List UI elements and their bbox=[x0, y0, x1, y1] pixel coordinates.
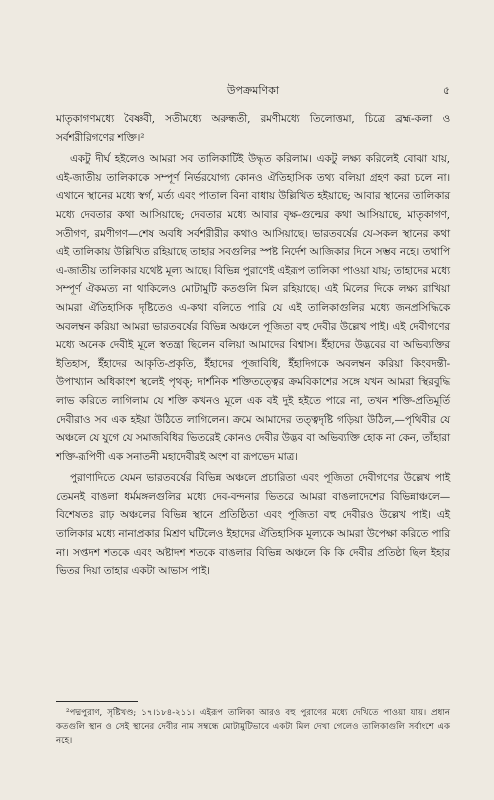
paragraph: একটু দীর্ঘ হইলেও আমরা সব তালিকাটিই উদ্ধৃত করিলাম। একটু লক্ষ্য করিলেই বোঝা যায়, এই-জাতীয় তালিকাকে সম্পূর্ণ নির্ভরযোগ্য কোনও ঐতিহাসিক তথ্য বলিয়া গ্রহণ করা চলে না। এখানে স্থানের মধ্যে স্বর্গ, মর্ত্য এবং পাতাল বিনা বাধায় উল্লিখিত হইয়াছে; আবার স্থানের তালিকার মধ্যে দেবতার কথা আসিয়াছে; দেবতার মধ্যে আবার বৃক্ষ-গুল্মের কথা আসিয়াছে, মাতৃকাগণ, সতীগণ, রমণীগণ—শেষ অবধি সর্বশরীরীর কথাও আসিয়াছে। ভারতবর্ষের যে-সকল স্থানের কথা এই তালিকায় উল্লিখিত রহিয়াছে তাহার সবগুলির স্পষ্ট নির্দেশ আজিকার দিনে সম্ভব নহে। তথাপি এ-জাতীয় তালিকার যথেষ্ট মূল্য আছে। বিভিন্ন পুরাণেই এইরূপ তালিকা পাওয়া যায়; তাহাদের মধ্যে সম্পূর্ণ ঐকমত্য না থাকিলেও মোটামুটি কতগুলি মিল রহিয়াছে। এই মিলের দিকে লক্ষ্য রাখিয়া আমরা ঐতিহাসিক দৃষ্টিতেও এ-কথা বলিতে পারি যে এই তালিকাগুলির মধ্যে জনপ্রসিদ্ধিকে অবলম্বন করিয়া আমরা ভারতবর্ষের বিভিন্ন অঞ্চলে পূজিতা বহু দেবীর উল্লেখ পাই। এই দেবীগণের মধ্যে অনেক দেবীই মূলে স্বতন্ত্রা ছিলেন বলিয়া আমাদের বিশ্বাস। ইঁহাদের উদ্ভবের বা অভিব্যক্তির ইতিহাস, ইঁহাদের আকৃতি-প্রকৃতি, ইঁহাদের পূজাবিধি, ইঁহাদিগকে অবলম্বন করিয়া কিংবদন্তী-উপাখ্যান অধিকাংশ স্থলেই পৃথক্; দার্শনিক শক্তিতত্ত্বের ক্রমবিকাশের সঙ্গে যখন আমরা স্থিরবুদ্ধি লাভ করিতে লাগিলাম যে শক্তি কখনও মূলে এক বই দুই হইতে পারে না, তখন শক্তি-প্রতিমূর্তি দেবীরাও সব এক হইয়া উঠিতে লাগিলেন। ক্রমে আমাদের তত্ত্বদৃষ্টি গড়িয়া উঠিল,—পৃথিবীর যে অঞ্চলে যে যুগে যে সমাজবিধির ভিতরেই কোনও দেবীর উদ্ভব বা অভিব্যক্তি হোক না কেন, তাঁহারা শক্তি-রূপিণী এক সনাতনী মহাদেবীরই অংশ বা রূপভেদ মাত্র। bbox=[56, 153, 450, 463]
page-header bbox=[56, 84, 450, 98]
paragraph: পুরাণাদিতে যেমন ভারতবর্ষের বিভিন্ন অঞ্চলে প্রচারিতা এবং পূজিতা দেবীগণের উল্লেখ পাই তেমনই বাঙলা ধর্মমঙ্গলগুলির মধ্যে দেব-বন্দনার ভিতরে আমরা বাঙলাদেশের বিভিন্নাঞ্চলে—বিশেষতঃ রাঢ় অঞ্চলের বিভিন্ন স্থানে প্রতিষ্ঠিতা এবং পূজিতা বহু দেবীরও উল্লেখ পাই। এই তালিকার মধ্যে নানাপ্রকার মিশ্রণ ঘটিলেও ইহাদের ঐতিহাসিক মূল্যকে আমরা উপেক্ষা করিতে পারি না। সপ্তদশ শতকে এবং অষ্টাদশ শতকে বাঙলার বিভিন্ন অঞ্চলে কি কি দেবীর প্রতিষ্ঠা ছিল ইহার ভিতর দিয়া তাহার একটা আভাস পাই। bbox=[56, 472, 450, 578]
paragraph-continuation: মাতৃকাগণমধ্যে বৈষ্ণবী, সতীমধ্যে অরুন্ধতী, রমণীমধ্যে তিলোত্তমা, চিত্রে ব্রহ্ম-কলা ও সর্বশরীরিগণের শক্তি।² bbox=[56, 113, 450, 144]
body-text bbox=[56, 110, 450, 584]
page-number: ৫ bbox=[442, 84, 450, 97]
footnote: ²পদ্মপুরাণ, সৃষ্টিখণ্ড; ১৭।১৮৪-২১১। এইরূপ তালিকা আরও বহু পুরাণের মধ্যে দেখিতে পাওয়া যায়। প্রধান কতগুলি স্থান ও সেই স্থানের দেবীর নাম সম্বন্ধে মোটামুটিভাবে একটা মিল দেখা গেলেও তালিকাগুলি সর্বাংশে এক নহে। bbox=[56, 708, 450, 746]
running-title: উপক্রমণিকা bbox=[226, 84, 280, 97]
footnote-divider bbox=[56, 701, 138, 702]
